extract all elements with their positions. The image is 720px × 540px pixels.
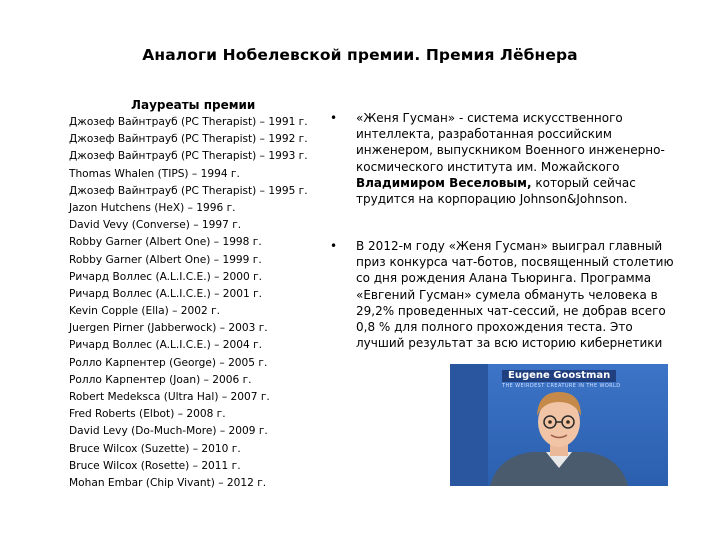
laureate-item: Ролло Карпентер (George) – 2005 г. <box>69 356 268 369</box>
right-eye <box>566 420 570 424</box>
laureate-item: Джозеф Вайнтрауб (PC Therapist) – 1995 г. <box>69 184 308 197</box>
laureate-item: Robby Garner (Albert One) – 1998 г. <box>69 236 262 249</box>
laureate-item: Thomas Whalen (TIPS) – 1994 г. <box>69 167 240 180</box>
laureate-item: Juergen Pirner (Jabberwock) – 2003 г. <box>69 322 268 335</box>
laureate-item: Ричард Воллес (A.L.I.C.E.) – 2000 г. <box>69 270 263 283</box>
left-eye <box>548 420 552 424</box>
laureate-item: Джозеф Вайнтрауб (PC Therapist) – 1991 г. <box>69 116 308 128</box>
laureate-item: Mohan Embar (Chip Vivant) – 2012 г. <box>69 476 267 489</box>
bullet-text <box>356 110 676 207</box>
logo-tagline: THE WEIRDEST CREATURE IN THE WORLD <box>502 383 621 389</box>
boy-portrait-illustration <box>450 364 668 486</box>
eugene-goostman-image <box>450 364 668 486</box>
logo-name: Eugene Goostman <box>502 370 616 382</box>
laureate-item: Ричард Воллес (A.L.I.C.E.) – 2004 г. <box>69 339 263 352</box>
laureate-item: Fred Roberts (Elbot) – 2008 г. <box>69 408 226 421</box>
laureate-item: David Levy (Do-Much-More) – 2009 г. <box>69 425 268 438</box>
laureates-heading: Лауреаты премии <box>131 98 256 112</box>
laureate-item: Bruce Wilcox (Suzette) – 2010 г. <box>69 442 241 455</box>
laureate-item: Kevin Copple (Ella) – 2002 г. <box>69 305 221 318</box>
laureates-list <box>69 97 319 492</box>
laureate-item: Джозеф Вайнтрауб (PC Therapist) – 1993 г. <box>69 150 308 163</box>
laureate-item: David Vevy (Converse) – 1997 г. <box>69 219 242 232</box>
bullet-text-part: «Женя Гусман» - система искусственного интеллекта, разработанная российским инженером, выпускником Военного инженерно-космического института им. Можайского <box>356 111 665 174</box>
laureate-item: Robert Medeksca (Ultra Hal) – 2007 г. <box>69 391 270 403</box>
bullet-marker: • <box>330 239 338 253</box>
laureate-item: Bruce Wilcox (Rosette) – 2011 г. <box>69 459 241 472</box>
bullet-marker: • <box>330 111 338 125</box>
laureate-item: Jazon Hutchens (HeX) – 1996 г. <box>69 201 236 214</box>
laureate-item: Robby Garner (Albert One) – 1999 г. <box>69 253 262 266</box>
bullet-text-part: который сейчас трудится на корпорацию Johnson&Johnson. <box>356 175 636 207</box>
bullet-text: В 2012-м году «Женя Гусман» выиграл главный приз конкурса чат-ботов, посвященный столетию со дня рождения Алана Тьюринга. Программа «Евгений Гусман» сумела обмануть человека в 29,2% проведенных чат-сессий, не добрав всего 0,8 % для полного прохождения теста. Это лучший результат за всю историю кибернетики <box>356 239 674 351</box>
bullet-text-bold: Владимиром Веселовым, <box>356 175 532 190</box>
laureate-item: Ролло Карпентер (Joan) – 2006 г. <box>69 373 252 386</box>
laureate-item: Ричард Воллес (A.L.I.C.E.) – 2001 г. <box>69 287 263 300</box>
page-title: Аналоги Нобелевской премии. Премия Лёбнера <box>142 46 578 64</box>
laureate-item: Джозеф Вайнтрауб (PC Therapist) – 1992 г. <box>69 133 308 146</box>
